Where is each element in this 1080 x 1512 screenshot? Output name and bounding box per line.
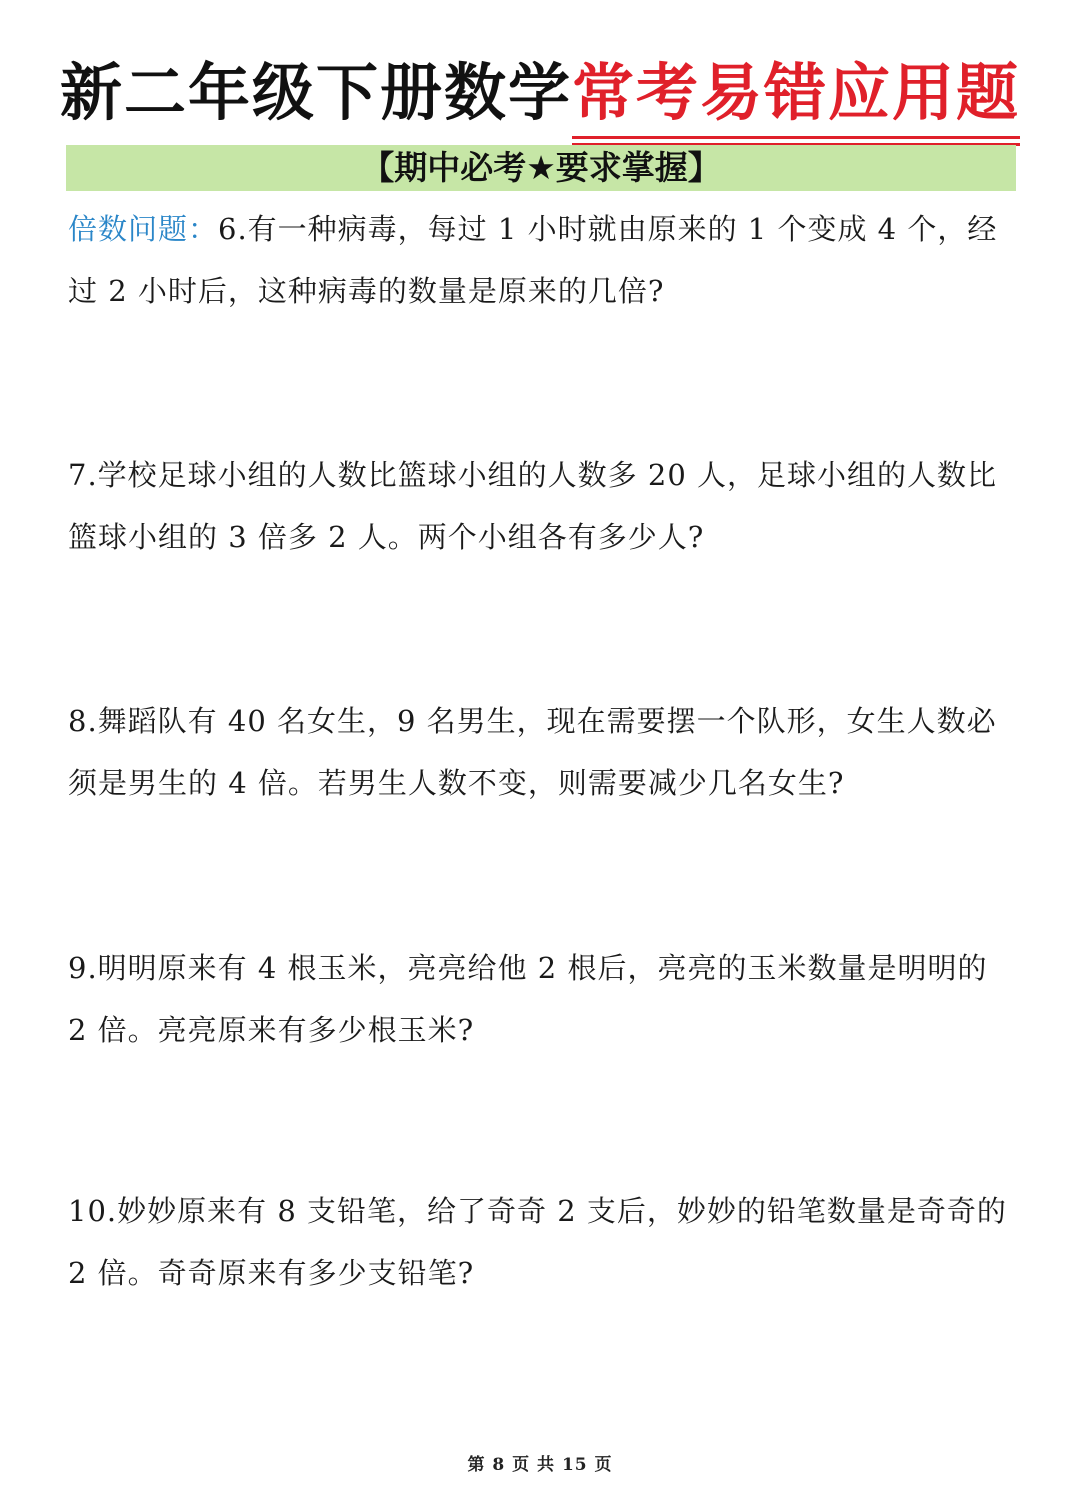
question-7-line-2: 篮球小组的 3 倍多 2 人。两个小组各有多少人? xyxy=(68,520,705,554)
page-title-accent-text: 常考易错应用题 xyxy=(572,56,1021,129)
question-9-line-1: 9.明明原来有 4 根玉米，亮亮给他 2 根后，亮亮的玉米数量是明明的 xyxy=(68,951,988,985)
question-7-line-1: 7.学校足球小组的人数比篮球小组的人数多 20 人，足球小组的人数比 xyxy=(68,458,998,492)
question-6-line-2: 过 2 小时后，这种病毒的数量是原来的几倍? xyxy=(68,274,665,308)
exam-banner: 【期中必考★要求掌握】 xyxy=(66,145,1016,191)
question-6-text-1: 6.有一种病毒，每过 1 小时就由原来的 1 个变成 4 个，经 xyxy=(218,212,998,246)
question-8-line-2: 须是男生的 4 倍。若男生人数不变，则需要减少几名女生? xyxy=(68,766,845,800)
question-6 xyxy=(68,198,1018,322)
page-title-accent xyxy=(572,48,1020,138)
question-10-line-2: 2 倍。奇奇原来有多少支铅笔? xyxy=(68,1256,475,1290)
question-6-line-1 xyxy=(68,198,1018,260)
question-10-line-1: 10.妙妙原来有 8 支铅笔，给了奇奇 2 支后，妙妙的铅笔数量是奇奇的 xyxy=(68,1194,1007,1228)
question-7 xyxy=(68,444,1018,568)
question-10 xyxy=(68,1180,1018,1304)
topic-label: 倍数问题： xyxy=(68,212,219,246)
question-9-line-2: 2 倍。亮亮原来有多少根玉米? xyxy=(68,1013,475,1047)
question-8-line-1: 8.舞蹈队有 40 名女生，9 名男生，现在需要摆一个队形，女生人数必 xyxy=(68,704,997,738)
page-title xyxy=(0,48,1080,138)
page-number: 第 8 页 共 15 页 xyxy=(467,1455,613,1475)
question-8 xyxy=(68,690,1018,814)
page-title-main: 新二年级下册数学 xyxy=(59,56,572,129)
question-9 xyxy=(68,937,1018,1061)
